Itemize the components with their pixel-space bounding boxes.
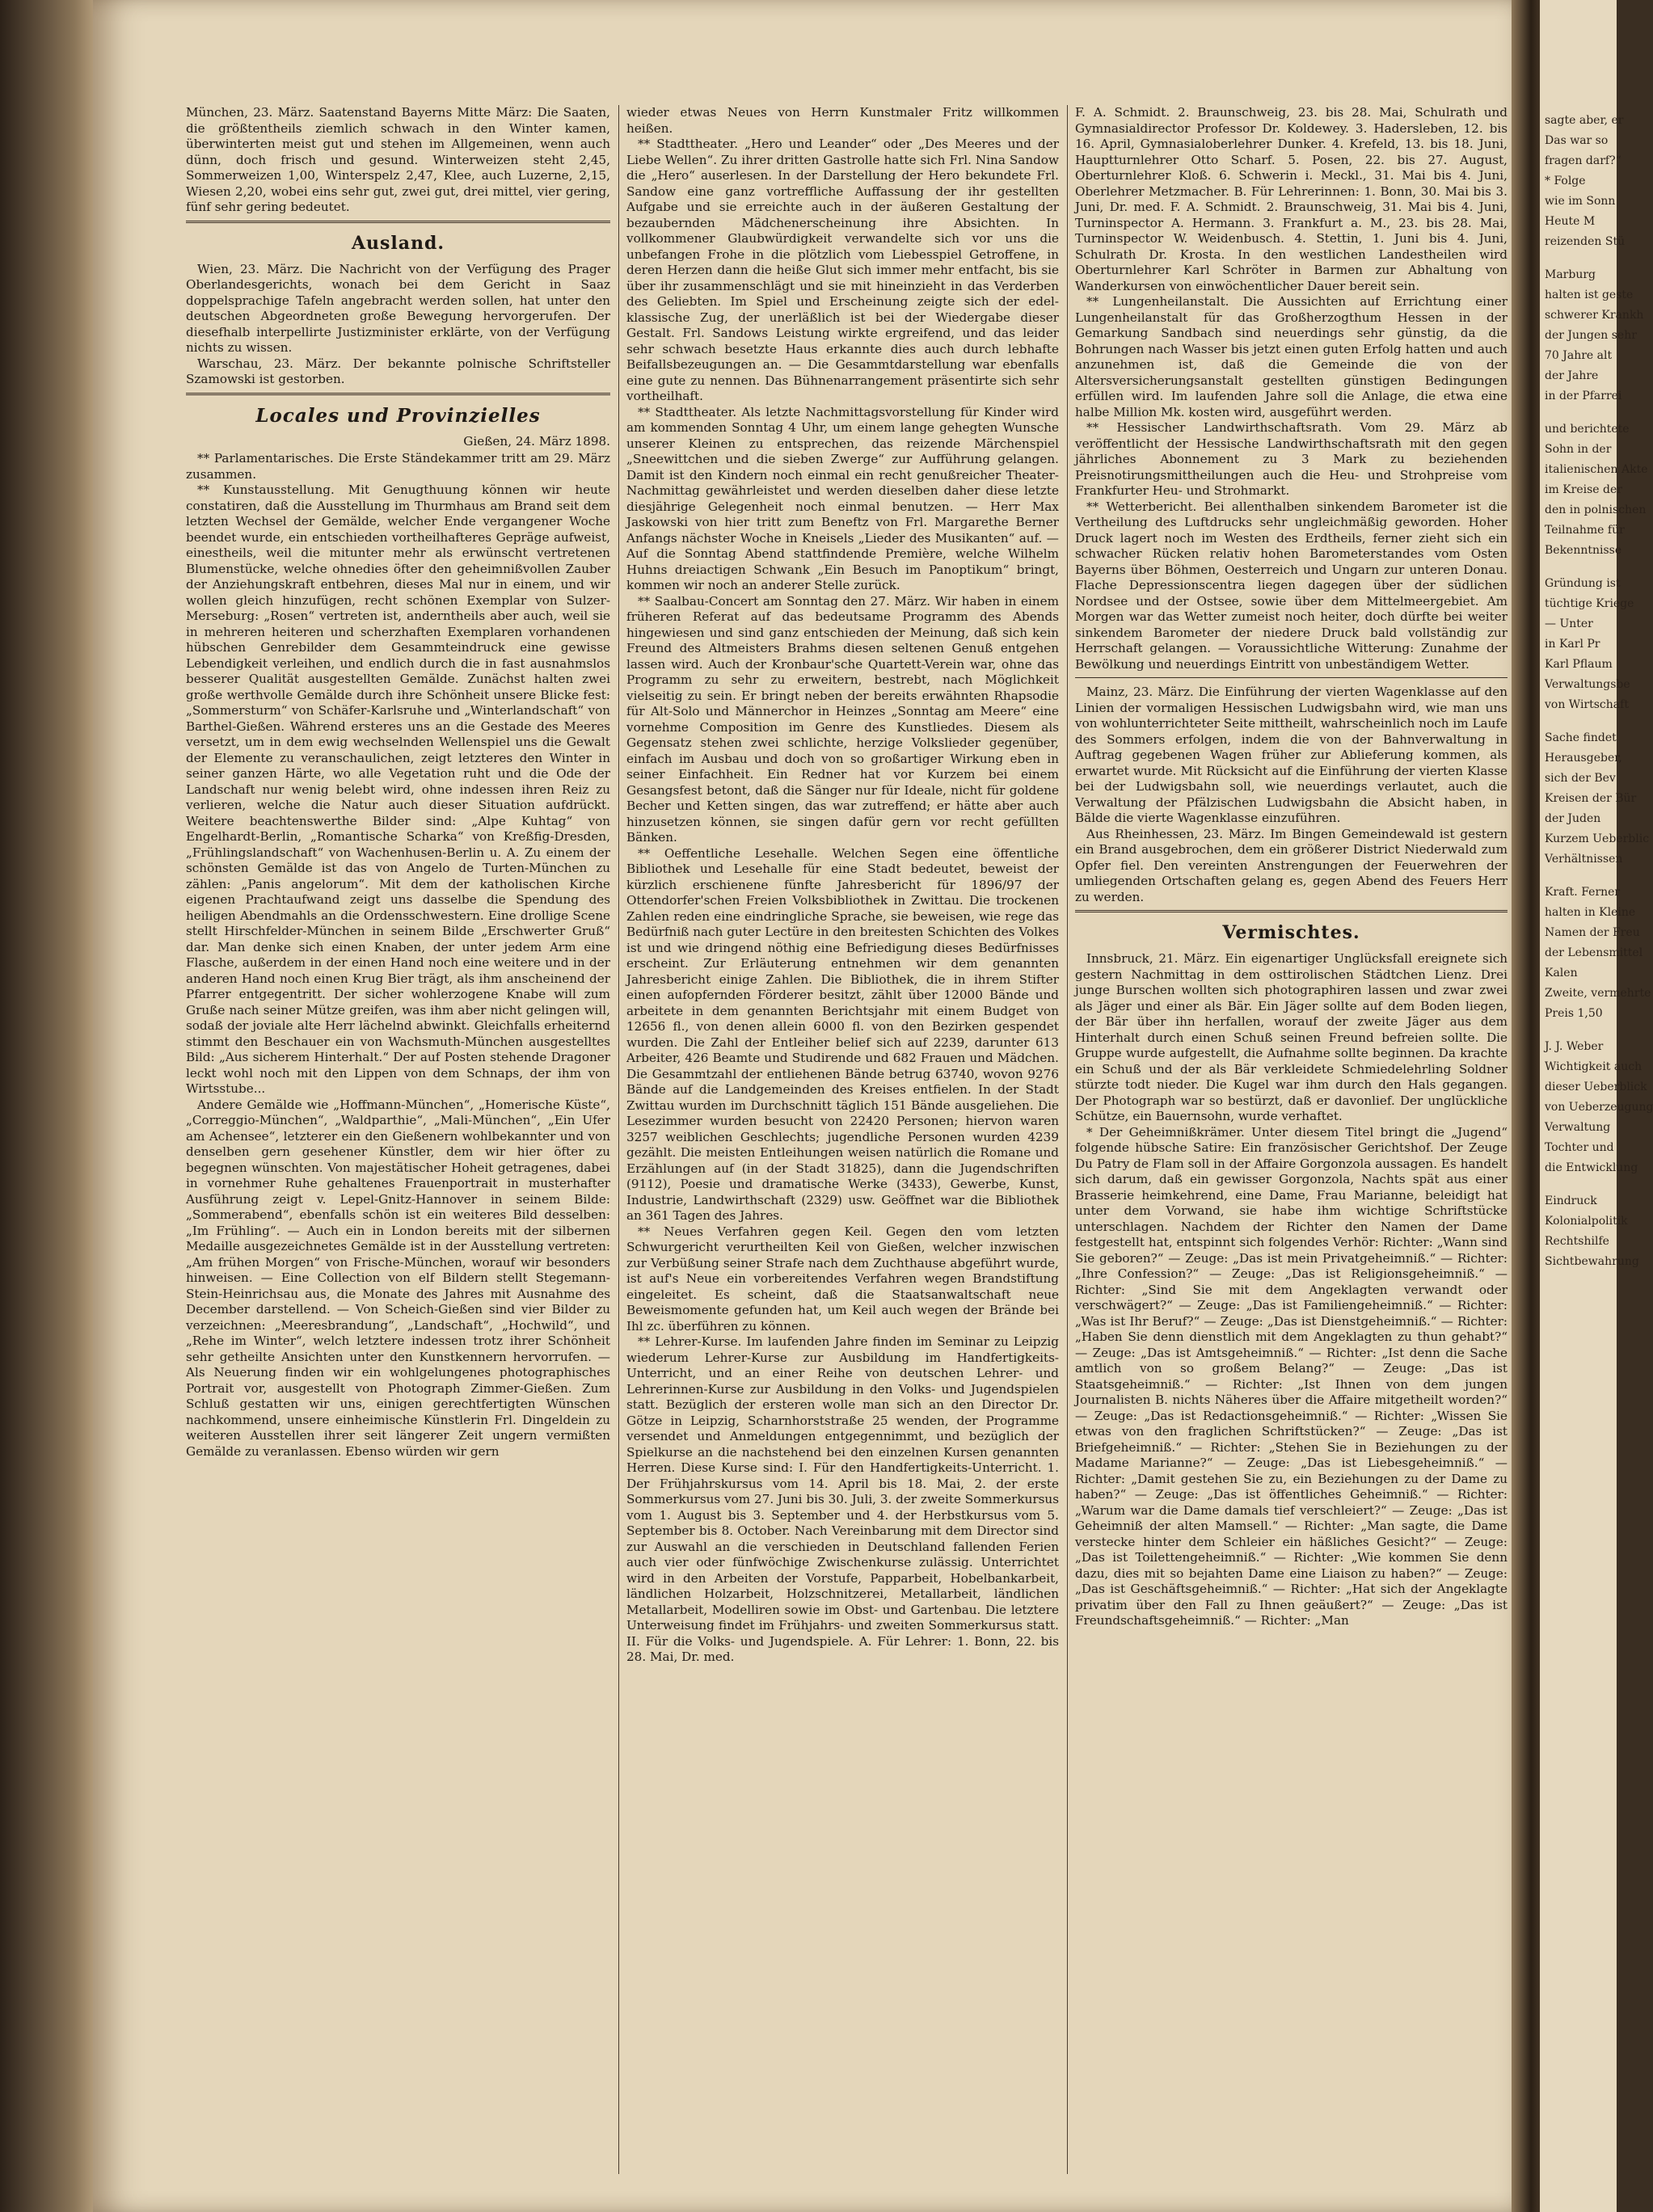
column-rule — [1067, 105, 1068, 2174]
next-page-line: Preis 1,50 — [1545, 1007, 1603, 1020]
article-landwirthschaftsrath: ** Hessischer Landwirthschaftsrath. Vom 29. März ab veröffentlicht der Hessische Landwirthschaftsrath mit den gegen jährliches Abonnement zu 3 Mark zu beziehenden Preisnotirungsmittheilungen auch die Heu- und Strohpreise vom Frankfurter Heu- und Strohmarkt. — [1075, 420, 1508, 498]
next-page-line: Heute M — [1545, 215, 1596, 228]
article-kunstausstellung: ** Kunstausstellung. Mit Genugthuung können wir heute constatiren, daß die Ausstellung im Thurmhaus am Brand seit dem letzten Wechsel der Gemälde, welcher Ende vergangener Woche beendet wurde, ein entschieden vortheilhafteres Gepräge aufweist, einestheils, weil die mitunter mehr als erwünscht vertretenen Blumenstücke, welche ohnedies öfter den geheimnißvollen Zauber der Anziehungskraft entbehren, dieses Mal nur in einem, und wir wollen gleich hinzufügen, recht schönen Exemplar von Sulzer-Merseburg: „Rosen“ vertreten ist, anderntheils aber auch, weil sie in mehreren heiteren und scherzhaften Exemplaren vorhandenen hübschen Genrebilder dem Gesammteindruck eine gewisse Lebendigkeit verleihen, und endlich durch die in fast ausnahmslos besserer Qualität ausgestellten Gemälde. Zunächst halten zwei große werthvolle Gemälde durch ihre Schönheit unsere Blicke fest: „Sommersturm“ von Schäfer-Karlsruhe und „Winterlandschaft“ von Barthel-Gießen. Während ersteres uns an die Gestade des Meeres versetzt, um in dem ewig wechselnden Wellenspiel uns die Gewalt der Elemente zu veranschaulichen, zeigt letzteres den Winter in seiner ganzen Härte, wo alle Vegetation ruht und die Ode der Landschaft nur wenig belebt wird, ohne indessen ihren Reiz zu verlieren, welche die Natur auch dieser Situation aufdrückt. Weitere beachtenswerthe Bilder sind: „Alpe Kuhtag“ von Engelhardt-Berlin, „Romantische Scharka“ von Kreßfig-Dresden, „Frühlingslandschaft“ von Wachenhusen-Berlin u. A. Zu einem der schönsten Gemälde ist das von Angelo de Turten-München zu zählen: „Panis angelorum“. Mit dem der katholischen Kirche eigenen Prachtaufwand zeigt uns dasselbe die Spendung des heiligen Abendmahls an die Ordensschwestern. Eine drollige Scene stellt Hirschfelder-München in seinem Bilde „Erschwerter Gruß“ dar. Man denke sich einen Knaben, der unter jedem Arm eine Flasche, außerdem in der einen Hand noch eine weitere und in der anderen Hand noch einen Krug Bier trägt, als ihm anscheinend der Pfarrer entgegentritt. Der sicher wohlerzogene Knabe will zum Gruße nach seiner Mütze greifen, was ihm aber nicht gelingen will, sodaß der joviale alte Herr lächelnd abwinkt. Gleichfalls erheiternd stimmt den Beschauer ein von Wachsmuth-München ausgestelltes Bild: „Aus sicherem Hinterhalt.“ Der auf Posten stehende Dragoner leckt wohl noch mit den Lippen von dem Schnaps, der ihm von Wirtsstube... — [186, 482, 610, 1096]
article-lesehalle: ** Oeffentliche Lesehalle. Welchen Segen eine öffentliche Bibliothek und Lesehalle für eine Stadt bedeutet, beweist der kürzlich erschienene fünfte Jahresbericht für 1896/97 der Ottendorfer'schen Freien Volksbibliothek in Zwittau. Die trockenen Zahlen reden eine eindringliche Sprache, sie beweisen, wie rege das Bedürfniß nach guter Lectüre in den breitesten Schichten des Volkes ist und wie dringend nöthig eine Befriedigung dieses Bedürfnisses erscheint. Zur Erläuterung entnehmen wir dem genannten Jahresbericht einige Zahlen. Die Bibliothek, die in ihrem Stifter einen aufopfernden Förderer besitzt, zählt über 12000 Bände und arbeitete in dem genannten Berichtsjahr mit einem Budget von 12656 fl., von denen allein 6000 fl. von den Bezirken gespendet wurden. Die Zahl der Entleiher belief sich auf 2239, darunter 613 Arbeiter, 426 Beamte und Studirende und 682 Frauen und Mädchen. Die Gesammtzahl der entliehenen Bände betrug 63740, wovon 9276 Bände auf die Landgemeinden des Kreises entfielen. In der Stadt Zwittau wurden im Durchschnitt täglich 151 Bände ausgeliehen. Die Lesezimmer wurden besucht von 22420 Personen; hiervon waren 3257 weiblichen Geschlechts; jugendliche Personen wurden 4239 gezählt. Die meisten Entleihungen weisen natürlich die Romane und Erzählungen auf (in der Stadt 31825), dann die Jugendschriften (9112), Poesie und dramatische Werke (3433), Gewerbe, Kunst, Industrie, Landwirthschaft (2329) usw. Geöffnet war die Bibliothek an 361 Tagen des Jahres. — [626, 845, 1059, 1223]
next-page-line: halten ist geste — [1545, 289, 1634, 301]
next-page-line: Tochter und — [1545, 1141, 1614, 1154]
article-geheimnisskraemer: * Der Geheimnißkrämer. Unter diesem Titel bringt die „Jugend“ folgende hübsche Satire: Ein französischer Gerichtshof. Der Zeuge Du Patry de Flam soll in der Affaire Gorgonzola aussagen. Es handelt sich darum, daß ein gewisser Gorgonzola, Nachts spät aus einer Brasserie heimkehrend, eine Dame, Frau Marianne, beleidigt hat unter dem Vorwand, sie habe ihm wichtige Schriftstücke unterschlagen. Nachdem der Richter den Namen der Dame festgestellt hat, entspinnt sich folgendes Verhör: Richter: „Wann sind Sie geboren?“ — Zeuge: „Das ist mein Privatgeheimniß.“ — Richter: „Ihre Confession?“ — Zeuge: „Das ist Religionsgeheimniß.“ — Richter: „Sind Sie mit dem Angeklagten verwandt oder verschwägert?“ — Zeuge: „Das ist Familiengeheimniß.“ — Richter: „Was ist Ihr Beruf?“ — Zeuge: „Das ist Dienstgeheimniß.“ — Richter: „Haben Sie denn dienstlich mit dem Angeklagten zu thun gehabt?“ — Zeuge: „Das ist Amtsgeheimniß.“ — Richter: „Ist denn die Sache amtlich von so großem Belang?“ — Zeuge: „Das ist Staatsgeheimniß.“ — Richter: „Ist Ihnen von dem jungen Journalisten B. nichts Näheres über die Affaire mitgetheilt worden?“ — Zeuge: „Das ist Redactionsgeheimniß.“ — Richter: „Wissen Sie etwas von den fraglichen Schriftstücken?“ — Zeuge: „Das ist Briefgeheimniß.“ — Richter: „Stehen Sie in Beziehungen zu der Madame Marianne?“ — Zeuge: „Das ist Liebesgeheimniß.“ — Richter: „Damit gestehen Sie zu, ein Beziehungen zu der Dame zu haben?“ — Zeuge: „Das ist öffentliches Geheimniß.“ — Richter: „Warum war die Dame damals tief verschleiert?“ — Zeuge: „Das ist Geheimniß der alten Mamsell.“ — Richter: „Man sagte, die Dame verstecke hinter dem Schleier ein häßliches Gesicht?“ — Zeuge: „Das ist Toilettengeheimniß.“ — Richter: „Wie kommen Sie denn dazu, dies mit so bejahten Dame eine Liaison zu haben?“ — Zeuge: „Das ist Geschäftsgeheimniß.“ — Richter: „Hat sich der Angeklagte privatim über den Fall zu Ihnen geäußert?“ — Zeuge: „Das ist Freundschaftsgeheimniß.“ — Richter: „Man — [1075, 1124, 1508, 1628]
section-heading-ausland: Ausland. — [351, 232, 445, 254]
next-page-line: die Entwicklung — [1545, 1161, 1638, 1174]
next-page-line: wie im Sonn — [1545, 195, 1616, 208]
page-gutter — [1512, 0, 1544, 2212]
article-lehrer-kurse: ** Lehrer-Kurse. Im laufenden Jahre finden im Seminar zu Leipzig wiederum Lehrer-Kurse zur Ausbildung im Handfertigkeits-Unterricht, und an einer Reihe von deutschen Lehrer- und Lehrerinnen-Kurse zur Ausbildung in den Volks- und Jugendspielen statt. Bezüglich der ersteren wolle man sich an den Director Dr. Götze in Leipzig, Scharnhorststraße 25 wenden, der Programme versendet und Anmeldungen entgegennimmt, und bezüglich der Spielkurse an die nachstehend bei den einzelnen Kursen genannten Herren. Diese Kurse sind: I. Für den Handfertigkeits-Unterricht. 1. Der Frühjahrskursus vom 14. April bis 18. Mai, 2. der erste Sommerkursus vom 27. Juni bis 30. Juli, 3. der zweite Sommerkursus vom 1. August bis 3. September und 4. der Herbstkursus vom 5. September bis 8. October. Nach Vereinbarung mit dem Director sind zur Auswahl an die verschieden in Deutschland fallenden Ferien auch vier oder fünfwöchige Zwischenkurse zulässig. Unterrichtet wird in den Arbeiten der Vorstufe, Papparbeit, Hobelbankarbeit, ländlichen Holzarbeit, Holzschnitzerei, Metallarbeit, ländlichen Metallarbeit, Modelliren sowie im Obst- und Gartenbau. Die letztere Unterweisung findet im Frühjahrs- und zweiten Sommerkursus statt. II. Für die Volks- und Jugendspiele. A. Für Lehrer: 1. Bonn, 22. bis 28. Mai, Dr. med. — [626, 1334, 1059, 1664]
next-page-line: der Jungen sehr — [1545, 329, 1637, 342]
article-parlament: ** Parlamentarisches. Die Erste Ständekammer tritt am 29. März zusammen. — [186, 451, 610, 482]
next-page-line: Gründung ist — [1545, 577, 1621, 590]
column-3 — [1075, 105, 1508, 1629]
next-page-line: den in polnischen — [1545, 503, 1647, 516]
next-page-line: Kolonialpolitik — [1545, 1215, 1628, 1228]
next-page-line: Teilnahme für — [1545, 524, 1625, 537]
next-page-text — [1540, 0, 1653, 1270]
book-spine-shadow — [0, 0, 93, 2212]
next-page-line: Rechtshilfe — [1545, 1235, 1609, 1248]
next-page-line: — Unter — [1545, 617, 1593, 630]
section-heading-locales: Locales und Provinzielles — [255, 404, 541, 427]
next-page-line: Sohn in der — [1545, 443, 1612, 456]
next-page-line: Namen der Freu — [1545, 926, 1640, 939]
next-page-line: der Jahre — [1545, 369, 1599, 382]
next-page-line: fragen darf?“ — [1545, 154, 1621, 167]
next-page-line: von Ueberzeugung — [1545, 1101, 1653, 1114]
article-warschau: Warschau, 23. März. Der bekannte polnische Schriftsteller Szamowski ist gestorben. — [186, 356, 610, 386]
article-saalbau-concert: ** Saalbau-Concert am Sonntag den 27. März. Wir haben in einem früheren Referat auf das bedeutsame Programm des Abends hingewiesen und sind ganz entschieden der Meinung, daß sich kein Freund des Altmeisters Brahms diesen seltenen Genuß entgehen lassen wird. Auch der Kronbaur'sche Quartett-Verein war, ohne das Programm zu sehr zu erweitern, bestrebt, nach Möglichkeit vielseitig zu sein. Er bringt neben der bereits erwähnten Rhapsodie für Alt-Solo und Männerchor in Heinzes „Sonntag am Meere“ eine vornehme Composition im Genre des Kunstliedes. Diesem als Gegensatz stehen zwei schlichte, herzige Volkslieder gegenüber, einfach im Ausbau und doch von so großartiger Wirkung eben in seiner Einfachheit. Ein Redner hat vor Kurzem bei einem Gesangsfest betont, daß die Sänger nur für Ideale, nicht für goldene Becher und Ketten singen, das war zutreffend; er hätte aber auch hinzusetzen können, sie singen dafür gern vor recht gefüllten Bänken. — [626, 593, 1059, 845]
separator — [1075, 910, 1508, 912]
article-stadttheater-kinder: ** Stadttheater. Als letzte Nachmittagsvorstellung für Kinder wird am kommenden Sonntag 4 Uhr, um einem lange gehegten Wunsche unserer Kleinen zu entsprechen, das reizende Märchenspiel „Sneewittchen und die sieben Zwerge“ zur Aufführung gelangen. Damit ist den Kindern noch einmal ein recht genußreicher Theater-Nachmittag gewährleistet und werden dieselben daher diese letzte diesjährige Gelegenheit noch einmal benutzen. — Herr Max Jaskowski von hier tritt zum Beneftz von Frl. Margarethe Berner Anfangs nächster Woche in Kneisels „Lieder des Musikanten“ auf. — Auf die Sonntag Abend stattfindende Première, welche Wilhelm Huhns dreiactigen Schwank „Ein Besuch im Panoptikum“ bringt, kommen wir noch an anderer Stelle zurück. — [626, 404, 1059, 592]
next-page-line: Wichtigkeit auch — [1545, 1060, 1642, 1073]
next-page-line: der Juden — [1545, 812, 1601, 825]
next-page-line: * Folge — [1545, 175, 1586, 187]
next-page-fragment — [1540, 0, 1653, 2212]
next-page-line: Karl Pflaum — [1545, 658, 1613, 671]
next-page-line: Zweite, vermehrte — [1545, 987, 1651, 1000]
next-page-line: Kraft. Ferner — [1545, 886, 1621, 899]
separator — [186, 393, 610, 395]
article-kunstausstellung-cont: Andere Gemälde wie „Hoffmann-München“, „Homerische Küste“, „Correggio-München“, „Waldparthie“, „Mali-München“, „Ein Ufer am Achensee“, letzterer ein den Gießenern wohlbekannter und von denselben gern gesehener Künstler, dem wir hier öfter zu begegnen wünschten. Von majestätischer Hoheit getragenes, dabei in vornehmer Ruhe gehaltenes Frauenportrait in musterhafter Ausführung zeigt v. Lepel-Gnitz-Hannover in seinem Bilde: „Sommerabend“, ebenfalls schön ist ein weiteres Bild desselben: „Im Frühling“. — Auch ein in London bereits mit der silbernen Medaille ausgezeichnetes Gemälde ist in der Ausstellung vertreten: „Am frühen Morgen“ von Frische-München, worauf wir besonders hinweisen. — Eine Collection von elf Bildern stellt Stegemann-Stein-Heinrichsau aus, die Monate des Jahres mit Ausnahme des December darstellend. — Von Scheich-Gießen sind vier Bilder zu verzeichnen: „Meeresbrandung“, „Landschaft“, „Hochwild“, und „Rehe im Winter“, welch letztere indessen trotz ihrer Schönheit sehr getheilte Ansichten unter den Kunstkennern hervorrufen. — Als Neuerung finden wir ein wohlgelungenes photographisches Portrait vor, ausgestellt von Photograph Zimmer-Gießen. Zum Schluß gestatten wir uns, einigen gerechtfertigten Wünschen nachkommend, unsere einheimische Künstlerin Frl. Dingeldein zu weiteren Ausstellen ihrer seit längerer Zeit ungern vermißten Gemälde zu veranlassen. Ebenso würden wir gern — [186, 1097, 610, 1459]
next-page-line: dieser Ueberblick — [1545, 1081, 1647, 1093]
article-innsbruck: Innsbruck, 21. März. Ein eigenartiger Unglücksfall ereignete sich gestern Nachmittag in dem osttirolischen Städtchen Lienz. Drei junge Burschen wollten sich photographiren lassen und zwar zwei als Jäger und einer als Bär. Ein Jäger sollte auf dem Boden liegen, der Bär über ihn herfallen, worauf der zweite Jäger aus dem Hinterhalt durch einen Schuß seinen Freund befreien sollte. Die Gruppe wurde aufgestellt, die Aufnahme sollte beginnen. Da krachte ein Schuß und der als Bär verkleidete Schmiedelehrling Soldner stürzte todt nieder. Die Kugel war ihm durch den Hals gegangen. Der Photograph war so bestürzt, daß er davonlief. Der unglückliche Schütze, ein Bauernsohn, wurde verhaftet. — [1075, 951, 1508, 1123]
next-page-line: in der Pfarrei — [1545, 390, 1622, 402]
next-page-line: im Kreise der — [1545, 483, 1622, 496]
next-page-line: in Karl Pr — [1545, 638, 1600, 651]
separator — [1075, 677, 1508, 678]
next-page-line: italienischen Akte — [1545, 463, 1648, 476]
article-rheinhessen: Aus Rheinhessen, 23. März. Im Bingen Gemeindewald ist gestern ein Brand ausgebrochen, dem ein größerer District Niederwald zum Opfer fiel. Den vereinten Anstrengungen der Feuerwehren der umliegenden Ortschaften gelang es, gegen Abend des Feuers Herr zu werden. — [1075, 826, 1508, 904]
dateline: Gießen, 24. März 1898. — [463, 433, 610, 449]
article-lungenheilanstalt: ** Lungenheilanstalt. Die Aussichten auf Errichtung einer Lungenheilanstalt für das Großherzogthum Hessen in der Gemarkung Sandbach sind neuerdings sehr günstig, da die Bohrungen nach Wasser bis jetzt einen guten Erfolg hatten und auch anzunehmen ist, daß die Gemeinde die von der Altersversicherungsanstalt gestellten günstigen Bedingungen erfüllen wird. Im laufenden Jahre soll die Anlage, die etwa eine halbe Million Mk. kosten wird, ausgeführt werden. — [1075, 294, 1508, 419]
next-page-line: halten in Kleine — [1545, 906, 1636, 919]
next-page-line: Eindruck — [1545, 1194, 1597, 1207]
separator — [186, 221, 610, 223]
article-wetterbericht: ** Wetterbericht. Bei allenthalben sinkendem Barometer ist die Vertheilung des Luftdrucks sehr ungleichmäßig geworden. Hoher Druck lagert noch im Westen des Erdtheils, ferner zieht sich ein schwacher Rücken relativ hohen Barometerstandes vom Osten Bayerns über Böhmen, Oesterreich und Ungarn zur unteren Donau. Flache Depressionscentra liegen dagegen über der südlichen Nordsee und der Ostsee, sowie über dem Mittelmeergebiet. Am Morgen war das Wetter zumeist noch heiter, doch dürfte bei weiter sinkendem Barometer der niedere Druck bald vollständig zur Herrschaft gelangen. — Voraussichtliche Witterung: Zunahme der Bewölkung und neuerdings Eintritt von unbeständigem Wetter. — [1075, 499, 1508, 672]
next-page-line: Kurzem Ueberblic — [1545, 832, 1650, 845]
next-page-line: Verwaltungsbe — [1545, 678, 1630, 691]
article-stadttheater-hero: ** Stadttheater. „Hero und Leander“ oder „Des Meeres und der Liebe Wellen“. Zu ihrer dritten Gastrolle hatte sich Frl. Nina Sandow die „Hero“ auserlesen. In der Darstellung der Hero bekundete Frl. Sandow eine ganz vortreffliche Auffassung der ihr gestellten Aufgabe und sie erreichte auch in der äußeren Gestaltung der bezaubernden Mädchenerscheinung ihre Absichten. In vollkommener Glaubwürdigkeit verwandelte sich vor uns die unbefangen Frohe in die plötzlich vom Liebesspiel Getroffene, in deren Herzen dann die heiße Glut sich immer mehr entfacht, bis sie über ihr zusammenschlägt und sie mit hineinzieht in das Verderben des Geliebten. Im Spiel und Erscheinung zeigte sich der edel-klassische Zug, der unerläßlich ist bei der Wiedergabe dieser Gestalt. Frl. Sandows Leistung wirkte ergreifend, und das leider sehr schwach besetzte Haus erkannte dies auch durch lebhafte Beifallsbezeugungen an. — Die Gesammtdarstellung war ebenfalls eine gute zu nennen. Das Bühnenarrangement präsentirte sich sehr vortheilhaft. — [626, 137, 1059, 403]
next-page-line: reizenden Stü — [1545, 235, 1626, 248]
next-page-line: Sache findet — [1545, 731, 1617, 744]
next-page-line: Marburg — [1545, 268, 1596, 281]
column-1 — [186, 105, 610, 1460]
next-page-line: schwerer Krankh — [1545, 309, 1644, 322]
column-rule — [618, 105, 619, 2174]
next-page-line: Kreisen der Bür — [1545, 792, 1637, 805]
next-page-line: Bekenntnisse — [1545, 544, 1622, 557]
article-continuation: wieder etwas Neues von Herrn Kunstmaler Fritz willkommen heißen. — [626, 105, 1059, 136]
article-muenchen: München, 23. März. Saatenstand Bayerns Mitte März: Die Saaten, die größtentheils ziemlich schwach in den Winter kamen, überwinterten meist gut und stehen im Allgemeinen, wenn auch dünn, doch frisch und gesund. Winterweizen steht 2,45, Sommerweizen 1,00, Winterspelz 2,47, Klee, auch Luzerne, 2,15, Wiesen 2,20, wobei eins sehr gut, zwei gut, drei mittel, vier gering, fünf sehr gering bedeutet. — [186, 105, 610, 214]
next-page-line: und berichtete — [1545, 423, 1630, 436]
next-page-line: J. J. Weber — [1545, 1040, 1604, 1053]
next-page-line: sagte aber, er — [1545, 114, 1624, 127]
next-page-line: der Lebensmittel — [1545, 946, 1643, 959]
next-page-line: Das war so — [1545, 134, 1609, 147]
next-page-line: Herausgeber, — [1545, 752, 1622, 765]
next-page-line: tüchtige Kriege — [1545, 597, 1634, 610]
article-keil: ** Neues Verfahren gegen Keil. Gegen den vom letzten Schwurgericht verurtheilten Keil von Gießen, welcher inzwischen zur Verbüßung seiner Strafe nach dem Zuchthause abgeführt wurde, ist auf's Neue ein vorbereitendes Verfahren wegen Brandstiftung eingeleitet. Es scheint, daß die Staatsanwaltschaft neue Beweismomente gefunden hat, um Keil auch wegen der Brände bei Ihl zc. überführen zu können. — [626, 1224, 1059, 1334]
article-mainz: Mainz, 23. März. Die Einführung der vierten Wagenklasse auf den Linien der vormaligen Hessischen Ludwigsbahn wird, wie man uns von wohlunterrichteter Seite mittheilt, wahrscheinlich noch im Laufe des Sommers erfolgen, indem die von der Bahnverwaltung in Auftrag gegebenen Wagen früher zur Ablieferung kommen, als erwartet wurde. Mit Rücksicht auf die Einführung der vierten Klasse bei der Ludwigsbahn soll, wie neuerdings verlautet, auch die Verwaltung der Pfälzischen Ludwigsbahn die Absicht haben, in Bälde die vierte Wagenklasse einzuführen. — [1075, 685, 1508, 825]
next-page-line: Kalen — [1545, 967, 1578, 980]
article-continuation: F. A. Schmidt. 2. Braunschweig, 23. bis 28. Mai, Schulrath und Gymnasialdirector Professor Dr. Koldewey. 3. Hadersleben, 12. bis 16. April, Gymnasialoberlehrer Dunker. 4. Krefeld, 13. bis 18. Juni, Hauptturnlehrer Otto Scharf. 5. Posen, 22. bis 27. August, Oberturnlehrer Kloß. 6. Schwerin i. Meckl., 31. Mai bis 4. Juni, Oberlehrer Metzmacher. B. Für Lehrerinnen: 1. Bonn, 30. Mai bis 3. Juni, Dr. med. F. A. Schmidt. 2. Braunschweig, 31. Mai bis 4. Juni, Turninspector A. Hermann. 3. Frankfurt a. M., 23. bis 28. Mai, Turninspector W. Weidenbusch. 4. Stettin, 1. Juni bis 4. Juni, Schulrath Dr. Krosta. In den westlichen Landestheilen wird Oberturnlehrer Karl Schröter in Barmen zur Abhaltung von Wanderkursen von einwöchentlicher Dauer bereit sein. — [1075, 105, 1508, 293]
column-2 — [626, 105, 1059, 1666]
next-page-line: Sichtbewahrung — [1545, 1255, 1639, 1268]
next-page-line: sich der Bev — [1545, 772, 1616, 785]
article-wien: Wien, 23. März. Die Nachricht von der Verfügung des Prager Oberlandesgerichts, wonach bei dem Gericht in Saaz doppelsprachige Tafeln angebracht werden sollen, hat unter den deutschen Abgeordneten große Bewegung hervorgerufen. Der diesefhalb interpellirte Justizminister erklärte, von der Verfügung nichts zu wissen. — [186, 261, 610, 355]
next-page-line: Verhältnissen — [1545, 853, 1623, 866]
next-page-line: 70 Jahre alt — [1545, 349, 1613, 362]
section-heading-vermischtes: Vermischtes. — [1222, 922, 1360, 943]
next-page-line: von Wirtschaft — [1545, 698, 1629, 711]
next-page-line: Verwaltung — [1545, 1121, 1611, 1134]
